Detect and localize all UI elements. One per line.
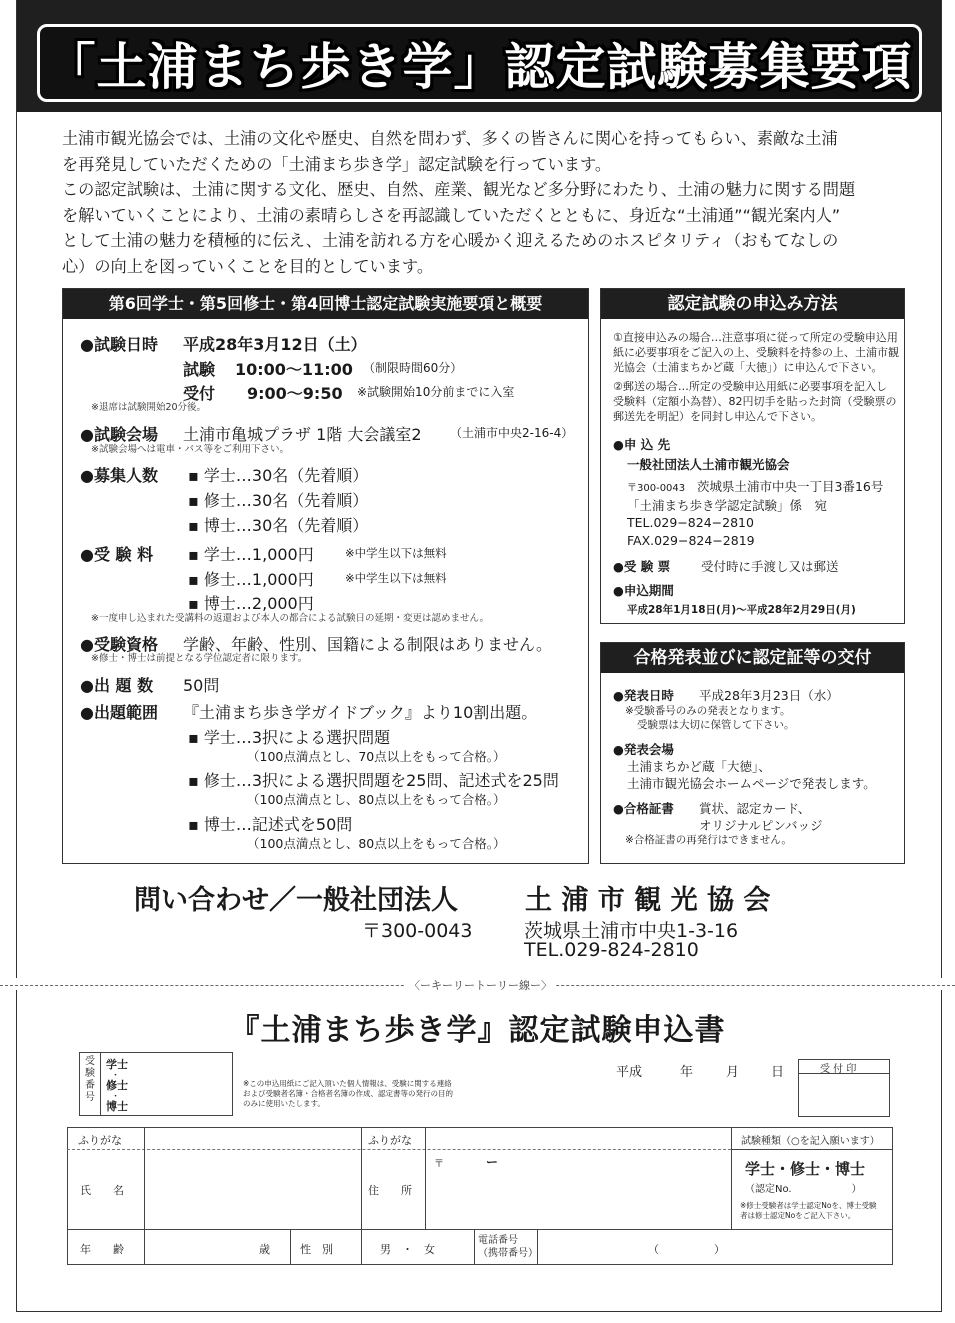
age-unit: 歳 xyxy=(259,1243,270,1256)
zip-dash: ー xyxy=(486,1155,499,1169)
name-input[interactable] xyxy=(146,1151,359,1227)
name-furigana-input[interactable] xyxy=(146,1129,359,1148)
degree-master: 修士 xyxy=(106,1079,128,1092)
qualification-label: ●受験資格 xyxy=(80,635,158,654)
period-label: ●申込期間 xyxy=(613,583,674,598)
refund-note: ※一度申し込まれた受講料の返還および本人の都合による試験日の延期・変更は認めません。 xyxy=(91,613,490,624)
question-count: 50問 xyxy=(183,676,220,695)
age-input[interactable] xyxy=(146,1231,256,1263)
form-title: 『土浦まち歩き学』認定試験申込書 xyxy=(229,1013,726,1048)
fee-label: ●受 験 料 xyxy=(80,545,154,564)
result-date-note: ※受験番号のみの発表となります。 xyxy=(625,705,791,717)
year-label: 年 xyxy=(680,1065,694,1080)
destination-address: 茨城県土浦市中央一丁目3番16号 xyxy=(697,479,884,494)
fee-doctor: ▪ 博士…2,000円 xyxy=(188,594,314,613)
age-label: 年 齢 xyxy=(80,1243,124,1256)
result-date: 平成28年3月23日（水） xyxy=(699,688,839,703)
exam-number-box[interactable] xyxy=(79,1052,233,1116)
exam-date: 平成28年3月12日（土） xyxy=(183,335,367,354)
separator: ・ xyxy=(111,1071,121,1081)
cert-number-field[interactable]: （認定No. ） xyxy=(745,1184,862,1195)
application-method-title: 認定試験の申込み方法 xyxy=(601,289,904,319)
scope-bachelor-note: （100点満点とし、70点以上をもって合格。） xyxy=(247,749,506,764)
contact-tel: TEL.029-824-2810 xyxy=(524,939,699,961)
exam-types[interactable]: 学士・修士・博士 xyxy=(745,1160,866,1178)
application-method-box: 認定試験の申込み方法 ①直接申込みの場合…注意事項に従って所定の受験申込用 紙に必要事項をご記入の上、受験料を持参の上、土浦市観 光協会（土浦まちかど蔵「大徳」）に申込んで下さい。 ②郵送の場合…所定の受験申込用紙に必要事項を記入し 受験料（定額小為替）、82円切手を貼った封筒（受験票の 郵送先を明記）を同封し申込んで下さい。 ●申 込 先 一般社団法人土浦市観光協会 〒300-0043 茨城県土浦市中央一丁目3番16号 「土浦まち歩き学認定試験」係 宛 TEL.029−824−2810 FAX.029−824−2819 ●受 験 票 受付時に手渡し又は郵送 ●申込期間 平成28年1月18日(月)〜平成28年2月29日(月) xyxy=(600,288,905,624)
venue: 土浦市亀城プラザ 1階 大会議室2 xyxy=(183,425,422,444)
address-label: 住 所 xyxy=(368,1184,412,1197)
fee-free-note: ※中学生以下は無料 xyxy=(345,571,447,585)
result-date-label: ●発表日時 xyxy=(613,688,674,703)
qualification-note: ※修士・博士は前提となる学位認定者に限ります。 xyxy=(91,653,308,664)
day-label: 日 xyxy=(771,1065,785,1080)
cut-label: 〈ーキーリートーリー線ー〉 xyxy=(405,977,556,993)
fee-bachelor: ▪ 学士…1,000円 xyxy=(188,545,314,564)
reception-time: 9:00〜9:50 xyxy=(247,384,343,403)
separator: ・ xyxy=(111,1092,121,1102)
scope-doctor-note: （100点満点とし、80点以上をもって合格。） xyxy=(247,836,506,851)
exam-time: 10:00〜11:00 xyxy=(235,360,353,379)
scope-master-note: （100点満点とし、80点以上をもって合格。） xyxy=(247,792,506,807)
destination-attention: 「土浦まち歩き学認定試験」係 宛 xyxy=(627,498,828,513)
scope-master: ▪ 修士…3択による選択問題を25問、記述式を25問 xyxy=(188,771,559,790)
address-furigana-input[interactable] xyxy=(427,1129,729,1148)
exam-type-header: 試験種類（○を記入願います） xyxy=(741,1136,880,1147)
reception-label: 受付 xyxy=(183,384,216,403)
gender-label: 性 別 xyxy=(300,1243,333,1256)
fee-free-note: ※中学生以下は無料 xyxy=(345,546,447,560)
name-furigana-label: ふりがな xyxy=(78,1134,122,1147)
month-label: 月 xyxy=(726,1065,740,1080)
name-label: 氏 名 xyxy=(80,1184,124,1197)
contact-zip: 〒300-0043 xyxy=(362,920,473,942)
address-input[interactable] xyxy=(427,1151,729,1227)
result-box xyxy=(600,642,905,864)
leave-note: ※退席は試験開始20分後。 xyxy=(91,402,207,413)
degree-doctor: 博士 xyxy=(106,1100,128,1113)
gender-options[interactable]: 男 ・ 女 xyxy=(380,1243,435,1256)
capacity-bachelor: ▪ 学士…30名（先着順） xyxy=(188,466,369,485)
ticket-label: ●受 験 票 xyxy=(613,559,671,574)
certificate-note: ※合格証書の再発行はできません。 xyxy=(625,834,792,846)
venue-address: （土浦市中央2-16-4） xyxy=(450,426,574,440)
venue-note: ※試験会場へは電車・バス等をご利用下さい。 xyxy=(91,444,289,455)
fee-master: ▪ 修士…1,000円 xyxy=(188,570,314,589)
contact-label: 問い合わせ／一般社団法人 xyxy=(134,885,458,916)
exam-type-note: ※修士受験者は学士認定Noを、博士受験 者は修士認定Noをご記入下さい。 xyxy=(740,1201,877,1220)
page-title: 「土浦まち歩き学」認定試験募集要項 xyxy=(16,24,942,102)
date-label: ●試験日時 xyxy=(80,335,158,354)
result-venue: 土浦まちかど蔵「大徳」、 xyxy=(627,759,771,774)
period: 平成28年1月18日(月)〜平成28年2月29日(月) xyxy=(627,604,856,616)
certificate-items: 賞状、認定カード、 xyxy=(699,801,811,816)
stamp-label: 受 付 印 xyxy=(820,1064,857,1075)
exam-note: （制限時間60分） xyxy=(363,361,463,375)
intro-text: 土浦市観光協会では、土浦の文化や歴史、自然を問わず、多くの皆さんに関心を持ってもらい、素敵な土浦 を再発見していただくための「土浦まち歩き学」認定試験を行っています。 この認定試験は、土浦に関する文化、歴史、自然、産業、観光など多分野にわたり、土浦の魅力に関する問題 を解いていくことにより、土浦の素晴らしさを再認識していただくとともに、身近な“土浦通”“観光案内人” として土浦の魅力を積極的に伝え、土浦を訪れる方を心暖かく迎えるためのホスピタリティ（おもてなしの 心）の向上を図っていくことを目的としています。 xyxy=(62,129,856,276)
scope-bachelor: ▪ 学士…3択による選択問題 xyxy=(188,728,391,747)
result-date-note-2: 受験票は大切に保管して下さい。 xyxy=(637,719,795,731)
destination-label: ●申 込 先 xyxy=(613,437,671,452)
qualification: 学齢、年齢、性別、国籍による制限はありません。 xyxy=(183,635,552,654)
exam-number-label: 受験番号 xyxy=(85,1056,95,1103)
scope: 『土浦まち歩き学ガイドブック』より10割出題。 xyxy=(183,703,538,722)
certificate-label: ●合格証書 xyxy=(613,801,674,816)
destination-fax: FAX.029−824−2819 xyxy=(627,533,755,548)
exam-label: 試験 xyxy=(183,360,216,379)
address-furigana-label: ふりがな xyxy=(368,1134,412,1147)
contact-address: 茨城県土浦市中央1-3-16 xyxy=(524,920,739,942)
destination-org: 一般社団法人土浦市観光協会 xyxy=(627,457,790,472)
capacity-master: ▪ 修士…30名（先着順） xyxy=(188,491,369,510)
destination-tel: TEL.029−824−2810 xyxy=(627,515,754,530)
privacy-note: ※この申込用紙にご記入頂いた個人情報は、受験に関する連絡 および受験者名簿・合格者名簿の作成、認定書等の発行の目的 のみに使用いたします。 xyxy=(243,1079,453,1108)
result-title: 合格発表並びに認定証等の交付 xyxy=(601,643,904,673)
question-count-label: ●出 題 数 xyxy=(80,676,154,695)
exam-outline-box xyxy=(62,288,589,864)
capacity-doctor: ▪ 博士…30名（先着順） xyxy=(188,516,369,535)
destination-zip: 〒300-0043 xyxy=(627,483,686,494)
result-venue-label: ●発表会場 xyxy=(613,742,674,757)
contact-org: 土 浦 市 観 光 協 会 xyxy=(525,885,771,916)
phone-input[interactable]: （ ） xyxy=(648,1243,725,1256)
zip-mark: 〒 xyxy=(434,1159,444,1170)
phone-label: 電話番号 （携帯番号） xyxy=(478,1235,538,1259)
era-label: 平成 xyxy=(616,1065,643,1080)
scope-label: ●出題範囲 xyxy=(80,703,158,722)
scope-doctor: ▪ 博士…記述式を50問 xyxy=(188,815,353,834)
exam-outline-title: 第6回学士・第5回修士・第4回博士認定試験実施要項と概要 xyxy=(63,289,588,319)
capacity-label: ●募集人数 xyxy=(80,466,158,485)
reception-note: ※試験開始10分前までに入室 xyxy=(357,385,515,399)
certificate-items-2: オリジナルピンバッジ xyxy=(699,818,823,833)
result-venue-2: 土浦市観光協会ホームページで発表します。 xyxy=(627,776,876,791)
venue-label: ●試験会場 xyxy=(80,425,158,444)
ticket: 受付時に手渡し又は郵送 xyxy=(701,559,839,574)
degree-bachelor: 学士 xyxy=(106,1058,128,1071)
